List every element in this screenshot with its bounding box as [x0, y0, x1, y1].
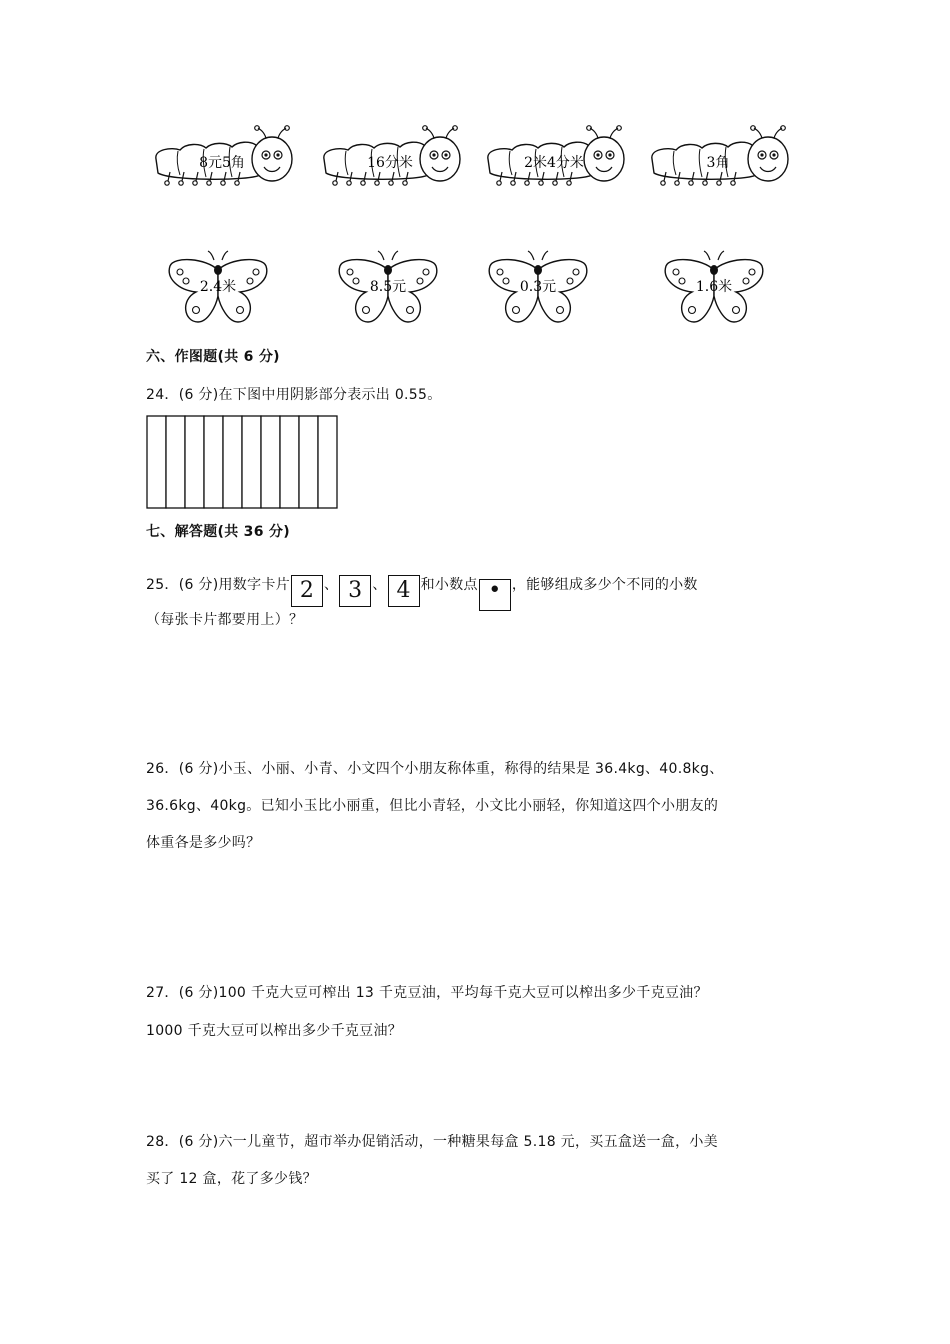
question-25-prefix: 25．(6 分)用数字卡片	[146, 577, 290, 593]
question-28-line-1: 28．(6 分)六一儿童节，超市举办促销活动，一种糖果每盒 5.18 元，买五盒送一盒，小美	[146, 1134, 718, 1150]
caterpillar-label: 2米4分米	[524, 155, 584, 171]
number-card-3: 3	[339, 575, 371, 607]
separator: 、	[324, 577, 339, 593]
grid-strip[interactable]	[318, 416, 337, 508]
question-26-line-2: 36.6kg、40kg。已知小玉比小丽重，但比小青轻，小文比小丽轻，你知道这四个小朋友的	[146, 798, 719, 814]
number-card-2: 2	[291, 575, 323, 607]
question-25-mid: 和小数点	[420, 577, 478, 593]
caterpillar-1	[150, 125, 300, 195]
grid-strip[interactable]	[242, 416, 261, 508]
question-27-line-2: 1000 千克大豆可以榨出多少千克豆油？	[146, 1023, 403, 1039]
grid-strip[interactable]	[166, 416, 185, 508]
question-25-line-1	[146, 575, 698, 611]
question-26-line-3: 体重各是多少吗？	[146, 835, 261, 851]
question-28-line-2: 买了 12 盒，花了多少钱？	[146, 1171, 317, 1187]
section-7-title: 七、解答题(共 36 分)	[146, 524, 290, 540]
section-6-title: 六、作图题(共 6 分)	[146, 349, 280, 365]
number-card-4: 4	[388, 575, 420, 607]
grid-strip[interactable]	[223, 416, 242, 508]
caterpillar-label: 8元5角	[199, 155, 245, 171]
butterfly-1	[166, 250, 270, 326]
caterpillar-label: 3角	[706, 155, 730, 171]
grid-strip[interactable]	[261, 416, 280, 508]
butterfly-label: 8.5元	[369, 279, 407, 295]
grid-strip[interactable]	[147, 416, 166, 508]
grid-strip[interactable]	[185, 416, 204, 508]
separator: 、	[372, 577, 387, 593]
butterfly-2	[336, 250, 440, 326]
caterpillar-4	[646, 125, 796, 195]
grid-strip[interactable]	[299, 416, 318, 508]
butterfly-label: 0.3元	[519, 279, 557, 295]
decimal-strip-grid[interactable]	[146, 415, 338, 509]
butterfly-3	[486, 250, 590, 326]
decimal-point-card: •	[479, 579, 511, 611]
caterpillar-3	[482, 125, 632, 195]
grid-strip[interactable]	[280, 416, 299, 508]
question-24: 24．(6 分)在下图中用阴影部分表示出 0.55。	[146, 387, 442, 403]
question-26-line-1: 26．(6 分)小玉、小丽、小青、小文四个小朋友称体重，称得的结果是 36.4kg、40.8kg、	[146, 761, 724, 777]
question-27-line-1: 27．(6 分)100 千克大豆可榨出 13 千克豆油，平均每千克大豆可以榨出多少千克豆油？	[146, 985, 708, 1001]
grid-strip[interactable]	[204, 416, 223, 508]
butterfly-label: 1.6米	[695, 279, 733, 295]
question-25-suffix: ，能够组成多少个不同的小数	[511, 577, 698, 593]
caterpillar-2	[318, 125, 468, 195]
butterfly-4	[662, 250, 766, 326]
caterpillar-label: 16分米	[367, 155, 413, 171]
butterfly-label: 2.4米	[199, 279, 237, 295]
question-25-line-2: （每张卡片都要用上）？	[146, 612, 304, 628]
